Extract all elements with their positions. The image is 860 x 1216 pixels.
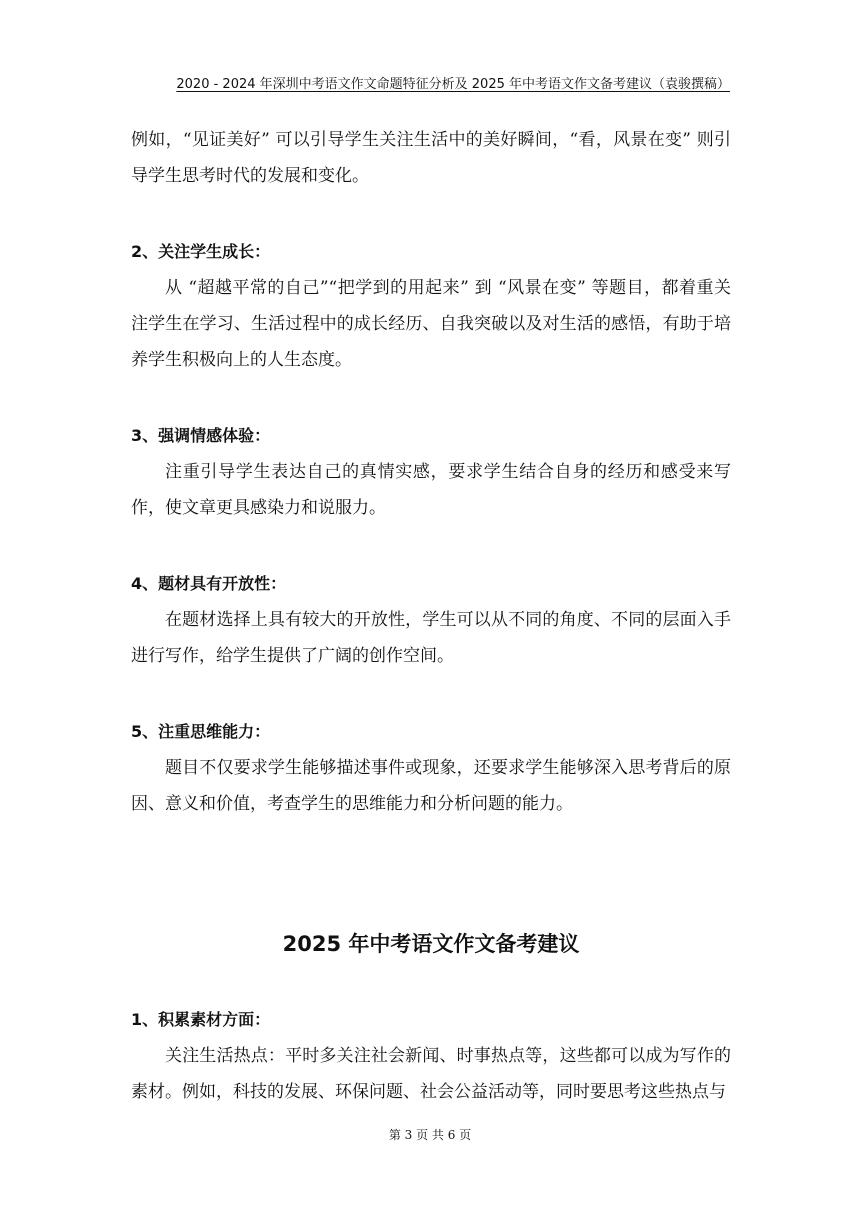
section-paragraph: 注重引导学生表达自己的真情实感，要求学生结合自身的经历和感受来写作，使文章更具感染力和说服力。 [131,462,731,518]
section-2 [131,234,731,378]
section-heading: 1、积累素材方面： [131,1010,271,1029]
advice-section-1 [131,1002,731,1110]
advice-title: 2025 年中考语文作文备考建议 [282,932,580,956]
document-body [131,122,731,1110]
section-heading: 2、关注学生成长： [131,242,271,261]
intro-paragraph: 例如，“见证美好” 可以引导学生关注生活中的美好瞬间，“看，风景在变” 则引导学生思考时代的发展和变化。 [131,130,731,186]
page-header: 2020 - 2024 年深圳中考语文作文命题特征分析及 2025 年中考语文作文备考建议（袁骏撰稿） [176,77,730,92]
section-paragraph: 题目不仅要求学生能够描述事件或现象，还要求学生能够深入思考背后的原因、意义和价值，考查学生的思维能力和分析问题的能力。 [131,758,731,814]
section-heading: 5、注重思维能力： [131,722,271,741]
section-paragraph: 关注生活热点：平时多关注社会新闻、时事热点等，这些都可以成为写作的素材。例如，科技的发展、环保问题、社会公益活动等，同时要思考这些热点与 [131,1046,731,1102]
section-heading: 3、强调情感体验： [131,426,271,445]
section-5 [131,714,731,822]
section-paragraph: 从 “超越平常的自己”“把学到的用起来” 到 “风景在变” 等题目，都着重关注学生在学习、生活过程中的成长经历、自我突破以及对生活的感悟，有助于培养学生积极向上的人生态度。 [131,278,731,370]
section-paragraph: 在题材选择上具有较大的开放性，学生可以从不同的角度、不同的层面入手进行写作，给学生提供了广阔的创作空间。 [131,610,731,666]
section-heading: 4、题材具有开放性： [131,574,287,593]
page-number-footer: 第 3 页 共 6 页 [388,1128,472,1142]
section-3 [131,418,731,526]
section-4 [131,566,731,674]
